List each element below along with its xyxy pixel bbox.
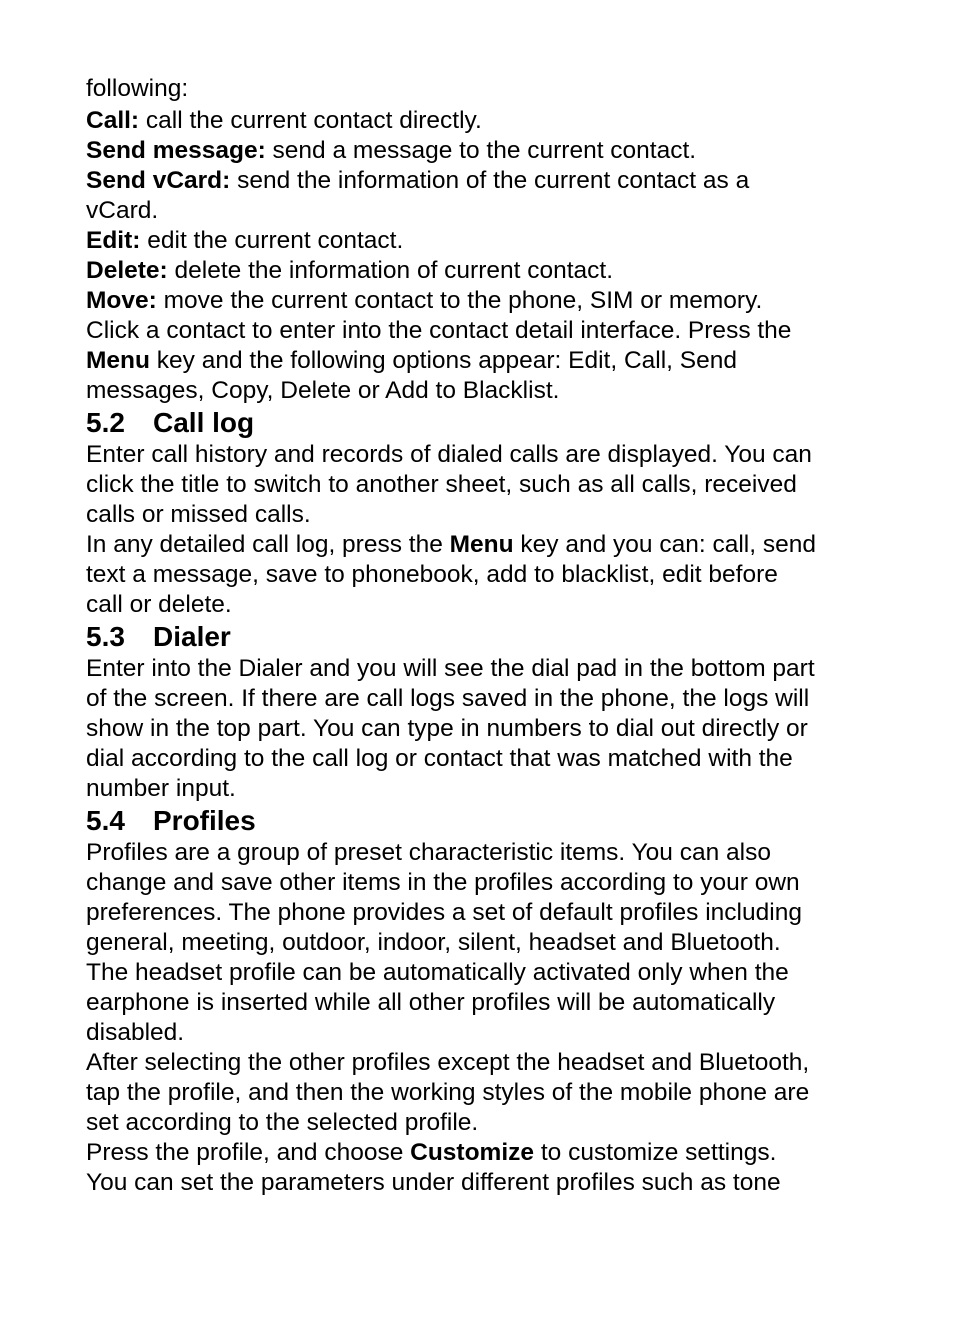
dialer-line-4: dial according to the call log or contact that was matched with the xyxy=(86,745,793,772)
call-log-line-2: click the title to switch to another sheet, such as all calls, received xyxy=(86,471,797,498)
contact-detail-line-1: Click a contact to enter into the contact detail interface. Press the xyxy=(86,317,792,344)
profiles-line-4: general, meeting, outdoor, indoor, silent, headset and Bluetooth. xyxy=(86,929,781,956)
profiles-line-1: Profiles are a group of preset characteristic items. You can also xyxy=(86,839,771,866)
section-number: 5.2 xyxy=(86,407,125,438)
option-send-vcard xyxy=(86,166,886,196)
option-edit xyxy=(86,226,886,256)
dialer-line-3: show in the top part. You can type in numbers to dial out directly or xyxy=(86,715,808,742)
option-edit-text: edit the current contact. xyxy=(140,227,404,254)
section-heading-profiles xyxy=(86,804,886,838)
profiles-line-6: earphone is inserted while all other profiles will be automatically xyxy=(86,989,776,1016)
menu-key-label: Menu xyxy=(449,531,514,558)
profiles-line-9: tap the profile, and then the working styles of the mobile phone are xyxy=(86,1079,810,1106)
intro-following: following: xyxy=(86,75,189,102)
call-log-line-3: calls or missed calls. xyxy=(86,501,311,528)
section-title: Dialer xyxy=(153,621,231,652)
dialer-line-1: Enter into the Dialer and you will see the dial pad in the bottom part xyxy=(86,655,815,682)
option-call-text: call the current contact directly. xyxy=(139,107,482,134)
profiles-line-12: You can set the parameters under different profiles such as tone xyxy=(86,1169,781,1196)
contact-detail-line-3: messages, Copy, Delete or Add to Blacklist. xyxy=(86,377,560,404)
option-send-vcard-text: send the information of the current contact as a xyxy=(230,167,750,194)
section-heading-dialer xyxy=(86,620,886,654)
option-edit-label: Edit: xyxy=(86,227,141,254)
option-send-vcard-cont: vCard. xyxy=(86,197,159,224)
call-log-line-4-a: In any detailed call log, press the xyxy=(86,531,450,558)
option-send-vcard-label: Send vCard: xyxy=(86,167,231,194)
option-send-message-text: send a message to the current contact. xyxy=(265,137,697,164)
contact-detail-line-2 xyxy=(86,346,886,376)
profiles-line-2: change and save other items in the profiles according to your own xyxy=(86,869,800,896)
section-number: 5.4 xyxy=(86,805,125,836)
option-delete-label: Delete: xyxy=(86,257,168,284)
section-title: Call log xyxy=(153,407,255,438)
contact-detail-line-2-text: key and the following options appear: Edit, Call, Send xyxy=(149,347,737,374)
profiles-line-3: preferences. The phone provides a set of default profiles including xyxy=(86,899,802,926)
menu-key-label: Menu xyxy=(86,347,150,374)
section-title: Profiles xyxy=(153,805,256,836)
option-call xyxy=(86,106,886,136)
call-log-line-4 xyxy=(86,530,886,560)
call-log-line-1: Enter call history and records of dialed calls are displayed. You can xyxy=(86,441,812,468)
section-heading-call-log xyxy=(86,406,886,440)
option-move-text: move the current contact to the phone, SIM or memory. xyxy=(156,287,763,314)
call-log-line-5: text a message, save to phonebook, add to blacklist, edit before xyxy=(86,561,778,588)
profiles-line-8: After selecting the other profiles except the headset and Bluetooth, xyxy=(86,1049,810,1076)
profiles-line-11 xyxy=(86,1138,886,1168)
option-delete xyxy=(86,256,886,286)
dialer-line-2: of the screen. If there are call logs saved in the phone, the logs will xyxy=(86,685,810,712)
option-call-label: Call: xyxy=(86,107,140,134)
customize-label: Customize xyxy=(410,1139,535,1166)
dialer-line-5: number input. xyxy=(86,775,236,802)
option-send-message xyxy=(86,136,886,166)
call-log-line-6: call or delete. xyxy=(86,591,232,618)
option-move-label: Move: xyxy=(86,287,157,314)
option-move xyxy=(86,286,886,316)
option-send-message-label: Send message: xyxy=(86,137,266,164)
call-log-line-4-b: key and you can: call, send xyxy=(513,531,816,558)
profiles-line-11-b: to customize settings. xyxy=(534,1139,777,1166)
profiles-line-7: disabled. xyxy=(86,1019,185,1046)
profiles-line-10: set according to the selected profile. xyxy=(86,1109,479,1136)
section-number: 5.3 xyxy=(86,621,125,652)
document-page xyxy=(86,74,886,1198)
profiles-line-11-a: Press the profile, and choose xyxy=(86,1139,411,1166)
option-delete-text: delete the information of current contact. xyxy=(167,257,614,284)
profiles-line-5: The headset profile can be automatically activated only when the xyxy=(86,959,789,986)
